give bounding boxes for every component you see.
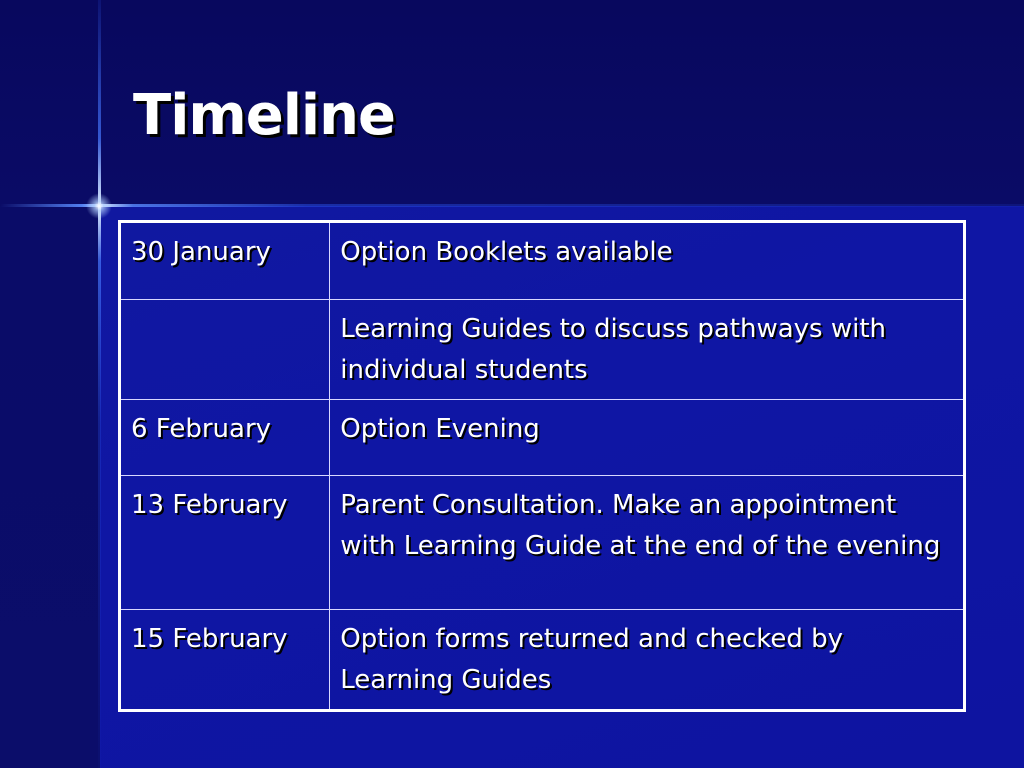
event-cell: Option forms returned and checked by Learning Guides	[330, 610, 965, 711]
event-cell: Option Booklets available	[330, 222, 965, 300]
slide-title: Timeline	[133, 83, 395, 148]
table-row	[120, 222, 965, 300]
table-row	[120, 400, 965, 476]
table-row	[120, 610, 965, 711]
background-left-band	[0, 206, 100, 768]
date-cell	[120, 300, 330, 400]
vertical-glow-line	[98, 0, 101, 768]
event-cell: Parent Consultation. Make an appointment with Learning Guide at the end of the evening	[330, 476, 965, 610]
table-row	[120, 300, 965, 400]
horizontal-glow-line	[0, 204, 1024, 207]
event-cell: Option Evening	[330, 400, 965, 476]
table-row	[120, 476, 965, 610]
glow-star-icon	[86, 193, 112, 219]
event-cell: Learning Guides to discuss pathways with individual students	[330, 300, 965, 400]
date-cell: 6 February	[120, 400, 330, 476]
date-cell: 15 February	[120, 610, 330, 711]
date-cell: 30 January	[120, 222, 330, 300]
timeline-table	[118, 220, 966, 712]
date-cell: 13 February	[120, 476, 330, 610]
